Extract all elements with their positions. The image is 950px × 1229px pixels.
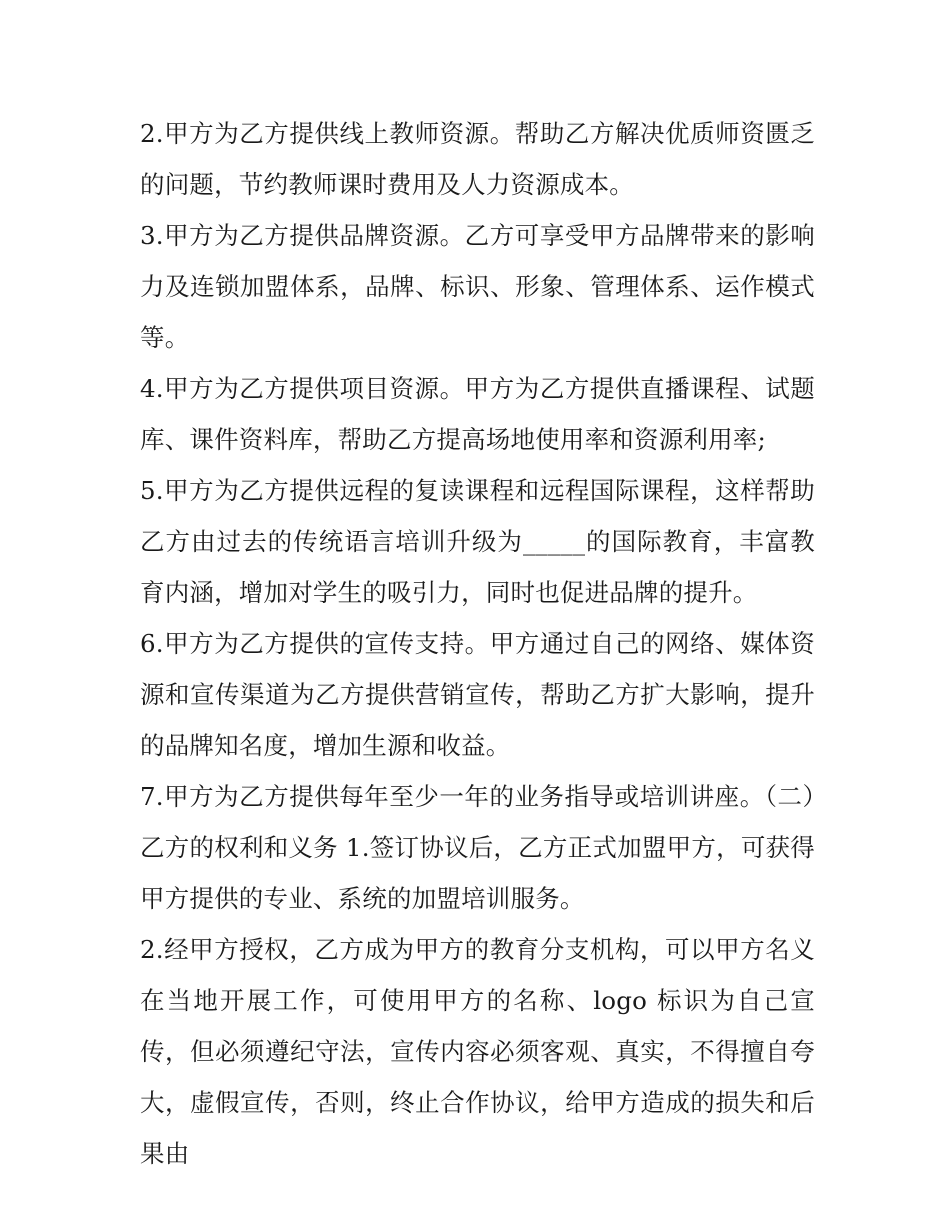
paragraph-item-2-teacher-resources: 2.甲方为乙方提供线上教师资源。帮助乙方解决优质师资匮乏的问题，节约教师课时费用及人力资源成本。 [140, 119, 815, 199]
paragraph-item-5-remote-courses: 5.甲方为乙方提供远程的复读课程和远程国际课程，这样帮助乙方由过去的传统语言培训升级为_____的国际教育，丰富教育内涵，增加对学生的吸引力，同时也促进品牌的提升。 [140, 476, 815, 607]
document-body [140, 108, 815, 1179]
paragraph-item-4-project-resources: 4.甲方为乙方提供项目资源。甲方为乙方提供直播课程、试题库、课件资料库，帮助乙方提高场地使用率和资源利用率; [140, 374, 815, 454]
paragraph-item-2-authorization: 2.经甲方授权，乙方成为甲方的教育分支机构，可以甲方名义在当地开展工作，可使用甲方的名称、logo 标识为自己宣传，但必须遵纪守法，宣传内容必须客观、真实，不得擅自夸大，虚假宣传，否则，终止合作协议，给甲方造成的损失和后果由 [140, 935, 815, 1168]
paragraph-item-6-promotion-support: 6.甲方为乙方提供的宣传支持。甲方通过自己的网络、媒体资源和宣传渠道为乙方提供营销宣传，帮助乙方扩大影响，提升的品牌知名度，增加生源和收益。 [140, 629, 815, 760]
paragraph-item-7-guidance-and-party-b-rights: 7.甲方为乙方提供每年至少一年的业务指导或培训讲座。（二）乙方的权利和义务 1.签订协议后，乙方正式加盟甲方，可获得甲方提供的专业、系统的加盟培训服务。 [140, 782, 815, 913]
paragraph-item-3-brand-resources: 3.甲方为乙方提供品牌资源。乙方可享受甲方品牌带来的影响力及连锁加盟体系，品牌、标识、形象、管理体系、运作模式等。 [140, 221, 815, 352]
